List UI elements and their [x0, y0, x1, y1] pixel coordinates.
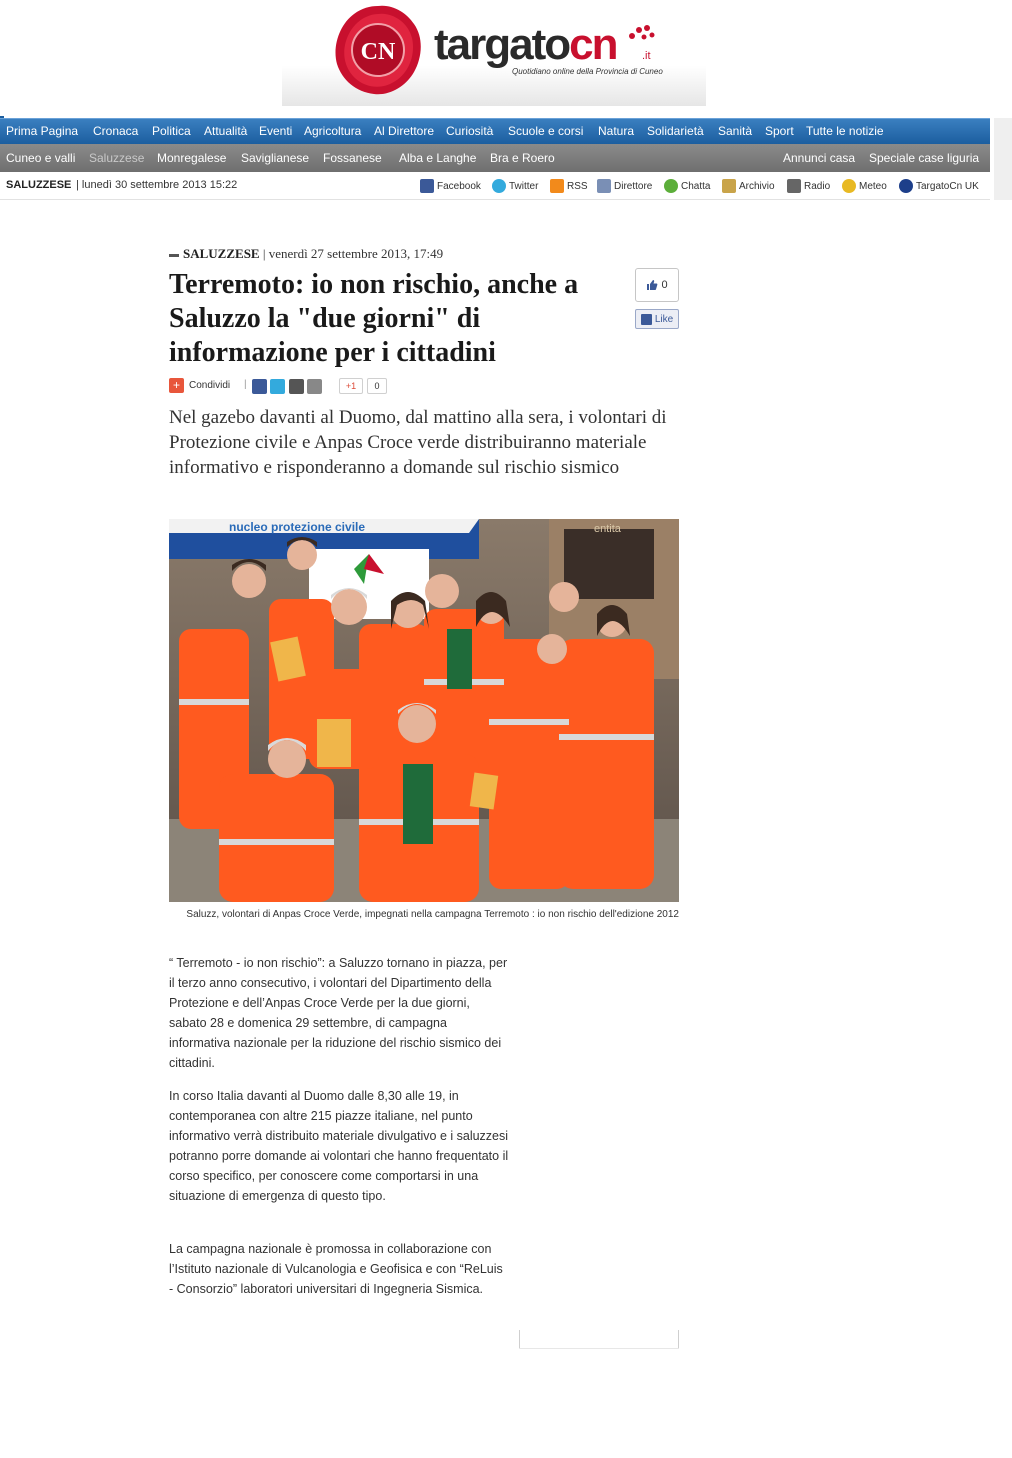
- nav-item-cronaca[interactable]: Cronaca: [93, 124, 139, 138]
- current-date: | lunedì 30 settembre 2013 15:22: [76, 179, 238, 191]
- plus-share-icon: +: [169, 378, 184, 393]
- facebook-icon: [420, 179, 434, 193]
- subnav-item-fossanese[interactable]: Fossanese: [323, 151, 382, 165]
- nav-item-politica[interactable]: Politica: [152, 124, 191, 138]
- divider: [519, 1348, 679, 1349]
- chat-icon: [664, 179, 678, 193]
- nav-item-tutte-le-notizie[interactable]: Tutte le notizie: [806, 124, 884, 138]
- google-plus-button[interactable]: +1: [339, 378, 363, 394]
- divider: [678, 1330, 679, 1348]
- archive-icon: [722, 179, 736, 193]
- facebook-icon: [641, 314, 652, 325]
- article-meta: SALUZZESE | venerdì 27 settembre 2013, 17:49: [169, 246, 443, 262]
- primary-navigation: [0, 118, 990, 144]
- logo-domain-suffix: .it: [642, 50, 651, 62]
- link-targatocn-uk[interactable]: TargatoCn UK: [899, 179, 979, 193]
- nav-item-curiosita[interactable]: Curiosità: [446, 124, 494, 138]
- article-title: Terremoto: io non rischio, anche a Saluzzo la "due giorni" di informazione per i cittadini: [169, 269, 579, 368]
- link-direttore[interactable]: Direttore: [597, 179, 652, 193]
- photo-banner-text: nucleo protezione civile: [229, 520, 366, 534]
- speaker-icon: [787, 179, 801, 193]
- photo-caption: Saluzz, volontari di Anpas Croce Verde, impegnati nella campagna Terremoto : io non rischio dell'edizione 2012: [186, 909, 679, 920]
- article-paragraph: “ Terremoto - io non rischio”: a Saluzzo tornano in piazza, per il terzo anno consecutivo, i volontari del Dipartimento della Protezione e dell’Anpas Croce Verde per la due giorni, sabato 28 e domenica 29 settembre, di campagna informativa nazionale per la riduzione del rischio sismico dei cittadini.: [169, 956, 508, 1070]
- article-section[interactable]: SALUZZESE: [183, 246, 260, 261]
- section-dash: [169, 254, 179, 257]
- subnav-item-speciale-case-liguria[interactable]: Speciale case liguria: [869, 151, 980, 165]
- article-subtitle: Nel gazebo davanti al Duomo, dal mattino alla sera, i volontari di Protezione civile e Anpas Croce verde distribuiranno materiale informativo e risponderanno a domande sul rischio sismico: [169, 407, 667, 478]
- subnav-item-bra-e-roero[interactable]: Bra e Roero: [490, 151, 555, 165]
- article-paragraph: La campagna nazionale è promossa in collaborazione con l’Istituto nazionale di Vulcanologia e Geofisica e con “ReLuis - Consorzio” laboratori universitari di Ingegneria Sismica.: [169, 1242, 503, 1296]
- share-button[interactable]: + Condividi: [169, 378, 230, 393]
- nav-item-eventi[interactable]: Eventi: [259, 124, 293, 138]
- subnav-item-cuneo-e-valli[interactable]: Cuneo e valli: [6, 151, 76, 165]
- current-section-label[interactable]: SALUZZESE: [6, 179, 72, 191]
- uk-flag-icon: [899, 179, 913, 193]
- print-icon[interactable]: [289, 379, 304, 394]
- secondary-navigation: [0, 144, 990, 172]
- logo-dots-icon: [626, 22, 656, 46]
- facebook-share-icon[interactable]: [252, 379, 267, 394]
- link-archivio[interactable]: Archivio: [722, 179, 775, 193]
- photo-sign-text: entita: [594, 523, 621, 535]
- weather-icon: [842, 179, 856, 193]
- article-date: venerdì 27 settembre 2013, 17:49: [268, 246, 444, 261]
- nav-item-solidarieta[interactable]: Solidarietà: [647, 124, 704, 138]
- subnav-item-monregalese[interactable]: Monregalese: [157, 151, 227, 165]
- thumbs-up-icon: [646, 279, 658, 291]
- share-toolbar: [169, 378, 569, 396]
- social-link-facebook[interactable]: Facebook: [420, 179, 481, 193]
- nav-item-sanita[interactable]: Sanità: [718, 124, 753, 138]
- article-paragraph: In corso Italia davanti al Duomo dalle 8,30 alle 19, in contemporanea con altre 215 piazze italiane, nel punto informativo verrà distribuito materiale divulgativo e i saluzzesi potranno porre domande ai volontari che hanno frequentato il corso specifico, per conoscere come comportarsi in una situazione di emergenza di questo tipo.: [169, 1089, 509, 1203]
- share-divider: |: [244, 379, 247, 390]
- pencil-icon: [597, 179, 611, 193]
- nav-item-agricoltura[interactable]: Agricoltura: [304, 124, 362, 138]
- logo-wordmark: targatocn: [434, 20, 617, 69]
- volunteers-group-photo: [169, 519, 679, 902]
- link-chatta[interactable]: Chatta: [664, 179, 710, 193]
- twitter-icon: [492, 179, 506, 193]
- nav-item-al-direttore[interactable]: Al Direttore: [374, 124, 435, 138]
- nav-item-scuole-e-corsi[interactable]: Scuole e corsi: [508, 124, 584, 138]
- site-logo-banner[interactable]: [282, 0, 706, 106]
- subnav-item-alba-e-langhe[interactable]: Alba e Langhe: [399, 151, 477, 165]
- facebook-like-button[interactable]: Like: [635, 309, 679, 329]
- facebook-like-count: 0: [635, 268, 679, 302]
- article-photo[interactable]: [169, 519, 679, 902]
- rss-icon: [550, 179, 564, 193]
- divider: [519, 1330, 520, 1348]
- subnav-item-saluzzese[interactable]: Saluzzese: [89, 151, 145, 165]
- logo-tagline: Quotidiano online della Provincia di Cuneo: [512, 67, 663, 76]
- nav-item-attualita[interactable]: Attualità: [204, 124, 248, 138]
- page-right-edge: [994, 118, 1012, 200]
- subnav-item-saviglianese[interactable]: Saviglianese: [241, 151, 310, 165]
- twitter-share-icon[interactable]: [270, 379, 285, 394]
- link-meteo[interactable]: Meteo: [842, 179, 887, 193]
- nav-item-prima-pagina[interactable]: Prima Pagina: [6, 124, 79, 138]
- link-radio[interactable]: Radio: [787, 179, 830, 193]
- info-bar: [0, 172, 990, 200]
- social-link-rss[interactable]: RSS: [550, 179, 588, 193]
- nav-item-sport[interactable]: Sport: [765, 124, 794, 138]
- nav-item-natura[interactable]: Natura: [598, 124, 635, 138]
- subnav-item-annunci-casa[interactable]: Annunci casa: [783, 151, 856, 165]
- google-plus-count: 0: [367, 378, 387, 394]
- email-icon[interactable]: [307, 379, 322, 394]
- wax-seal-logo-icon: [334, 4, 422, 96]
- logo-seal-text: CN: [360, 39, 396, 65]
- social-link-twitter[interactable]: Twitter: [492, 179, 538, 193]
